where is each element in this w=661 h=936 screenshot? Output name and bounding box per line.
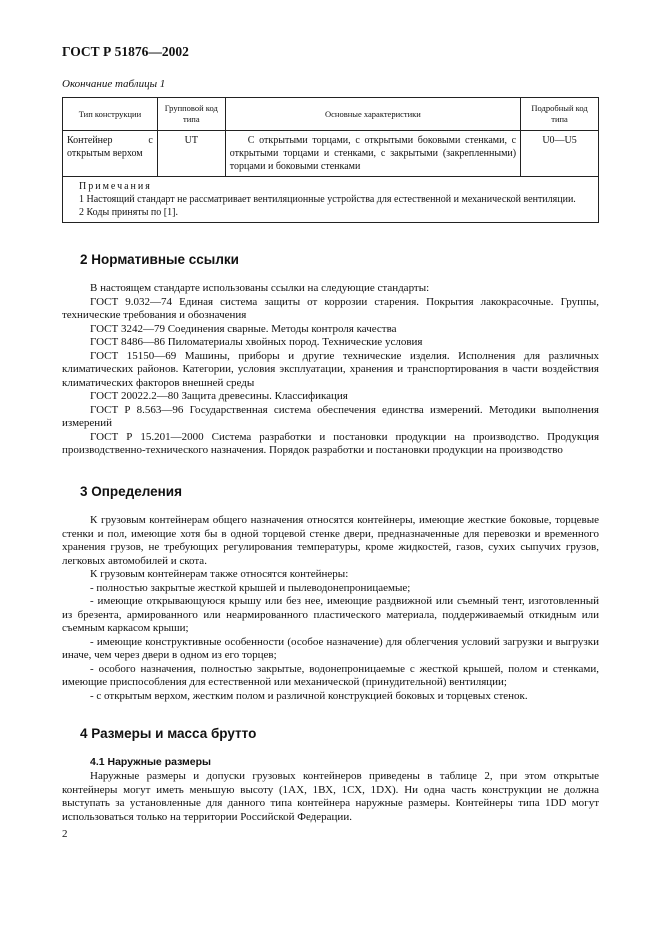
group-code-cell: UT [157,131,225,177]
table-row [63,131,599,177]
list-item: - особого назначения, полностью закрытые, водонепроницаемые с жесткой крышей, полом и стенками, имеющие приспособления для естественной или механической (принудительной) вентиляции; [62,662,599,688]
column-header: Групповой код типа [157,98,225,131]
list-item: - имеющие открывающуюся крышу или без нее, имеющие раздвижной или съемный тент, изготовленный из брезента, армированного или неармированного пластического материала, поддерживаемый откидным или съемным каркасом крыши; [62,595,599,634]
table-1-end [62,97,599,223]
detailed-code-cell: U0—U5 [521,131,599,177]
characteristics-cell: С открытыми торцами, с открытыми боковыми стенками, с открытыми торцами и стенками, с закрытыми (закрепленными) торцами и боковыми стенками [225,131,520,177]
table-caption: Окончание таблицы 1 [62,78,166,90]
reference-item: ГОСТ 3242—79 Соединения сварные. Методы контроля качества [90,322,397,335]
paragraph: В настоящем стандарте использованы ссылки на следующие стандарты: [90,282,430,294]
reference-item: ГОСТ 20022.2—80 Защита древесины. Классификация [90,390,348,402]
column-header: Тип конструкции [63,98,158,131]
document-header: ГОСТ Р 51876—2002 [62,44,189,59]
note-item: 1 Настоящий стандарт не рассматривает вентиляционные устройства для естественной и механической вентиляции. [79,194,576,205]
column-header: Подробный код типа [521,98,599,131]
reference-item: ГОСТ Р 8.563—96 Государственная система обеспечения единства измерений. Методики выполнения измерений [62,403,599,429]
table-header-row [63,98,599,131]
note-item: 2 Коды приняты по [1]. [79,207,178,218]
list-item: - с открытым верхом, жестким полом и различной конструкцией боковых и торцевых стенок. [90,689,528,702]
type-cell: Контейнер с открытым верхом [63,131,158,177]
section-4-body [62,770,599,824]
column-header: Основные характеристики [225,98,520,131]
page-number: 2 [62,828,68,840]
reference-item: ГОСТ Р 15.201—2000 Система разработки и постановки продукции на производство. Продукция производственно-технического назначения. Порядок разработки и постановки продукции на производство [62,430,599,456]
section-3-title: 3 Определения [80,484,182,499]
table-notes-row [63,177,599,223]
subsection-4-1-title: 4.1 Наружные размеры [90,756,212,768]
paragraph: К грузовым контейнерам также относятся контейнеры: [90,568,349,580]
reference-item: ГОСТ 8486—86 Пиломатериалы хвойных пород. Технические условия [90,336,423,348]
paragraph: К грузовым контейнерам общего назначения относятся контейнеры, имеющие жесткие боковые, торцевые стенки и пол, имеющие хотя бы в одной торцевой стенке двери, предназначенные для перевозки и временного хранения грузов, не требующих регулирования температуры, кроме жидкостей, газов, сухих сыпучих грузов, легковых автомобилей и скота. [62,514,599,567]
reference-item: ГОСТ 9.032—74 Единая система защиты от коррозии старения. Покрытия лакокрасочные. Группы, технические требования и обозначения [62,295,599,321]
notes-title: Примечания [79,181,152,192]
list-item: - полностью закрытые жесткой крышей и пылеводонепроницаемые; [90,581,411,594]
reference-item: ГОСТ 15150—69 Машины, приборы и другие технические изделия. Исполнения для различных климатических районов. Категории, условия эксплуатации, хранения и транспортирования в части воздействия климатических факторов внешней среды [62,349,599,389]
section-2-title: 2 Нормативные ссылки [80,252,239,267]
list-item: - имеющие конструктивные особенности (особое назначение) для облегчения условий загрузки и выгрузки иначе, чем через двери в одном из его торцев; [62,635,599,661]
section-4-title: 4 Размеры и масса брутто [80,726,257,741]
section-2-body [62,282,599,458]
table-notes [63,177,599,223]
paragraph: Наружные размеры и допуски грузовых контейнеров приведены в таблице 2, при этом открытые контейнеры могут иметь меньшую высоту (1АХ, 1ВХ, 1СХ, 1DX). Ни одна часть конструкции не должна выступать за установленные для данного типа контейнера наружные размеры. Контейнеры типа 1DD могут использоваться только на территории Российской Федерации. [62,770,599,823]
section-3-body [62,514,599,703]
